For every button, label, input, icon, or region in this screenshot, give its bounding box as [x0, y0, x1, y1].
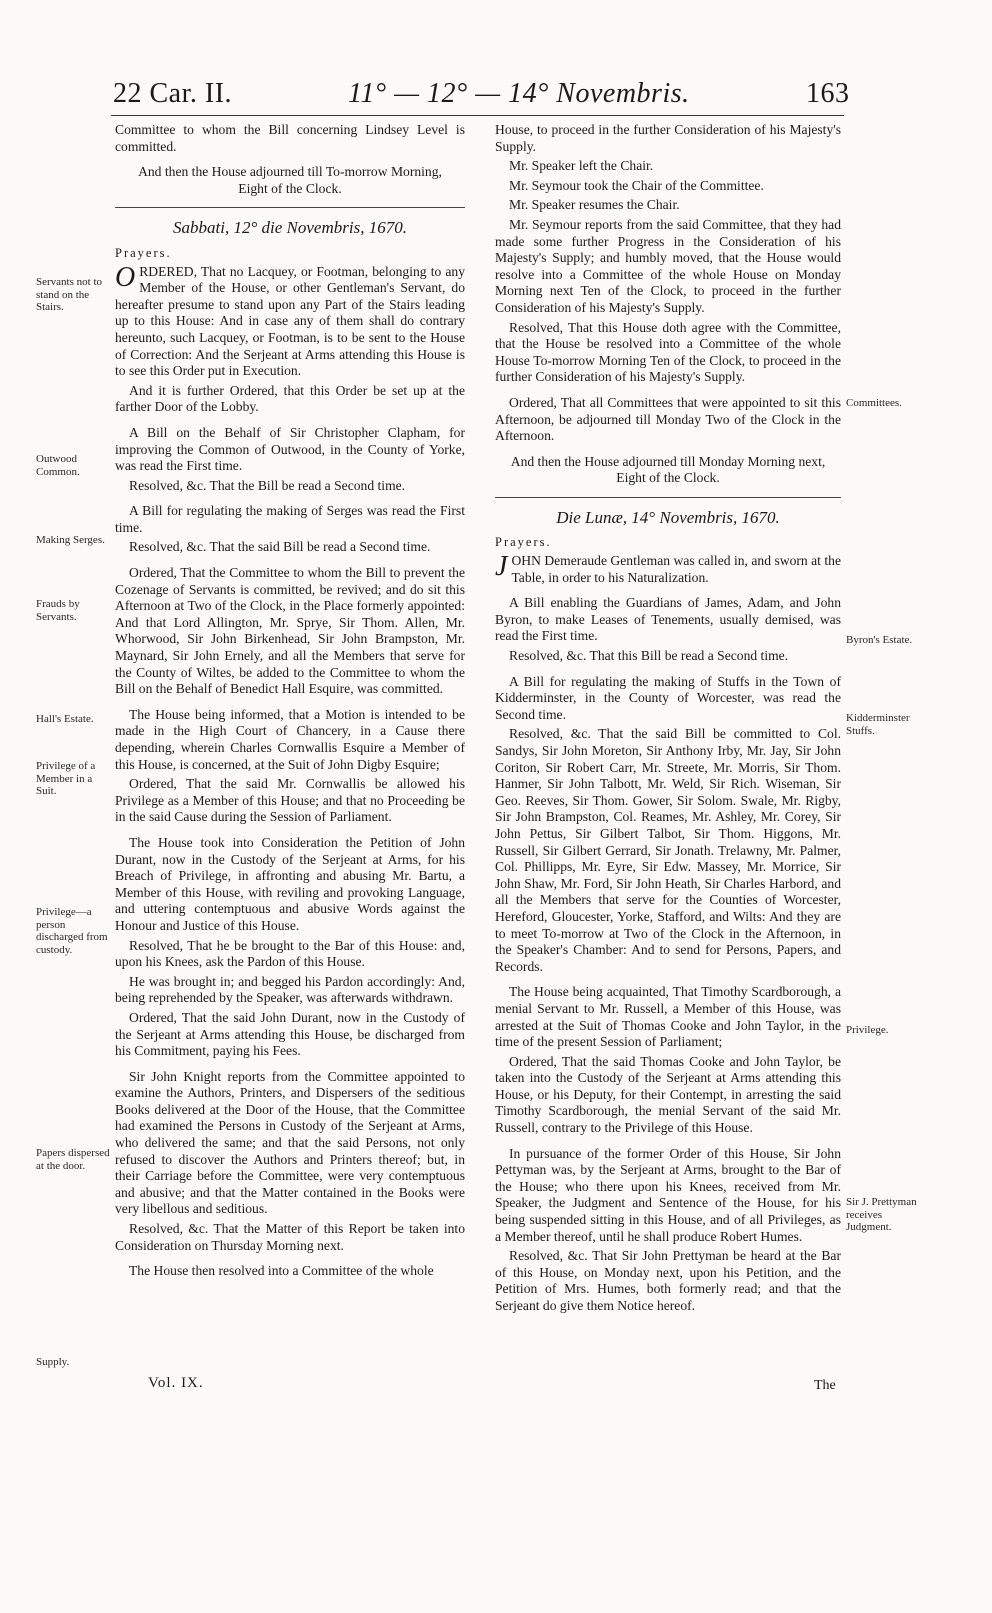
- header-rule: [111, 115, 844, 116]
- paragraph: He was brought in; and begged his Pardon accordingly: And, being reprehended by the Speaker, was afterwards withdrawn.: [115, 973, 465, 1006]
- margin-note: Privilege.: [846, 1024, 889, 1036]
- order-servants: ORDERED, That no Lacquey, or Footman, belonging to any Member of the House, or other Gentleman's Servant, do hereafter presume to stand upon any Part of the Stairs leading up to this House: And in case any of them shall do contrary hereunto, such Lacquey, or Footman, is to be sent to the House of Correction: And the Serjeant at Arms attending this House is to see this Order put in Execution.: [115, 261, 465, 379]
- scardborough-arrest: The House being acquainted, That Timothy Scardborough, a menial Servant to Mr. Russell, a Member of this House, was arrested at the Suit of Thomas Cooke and John Taylor, in the time of the present Session of Parliament;: [495, 984, 841, 1050]
- resolution: Resolved, &c. That the said Bill be committed to Col. Sandys, Sir John Moreton, Sir Anthony Irby, Mr. Jay, Sir John Coriton, Sir Robert Carr, Mr. Streete, Mr. Morris, Sir Thom. Hanmer, Sir John Talbott, Mr. Weld, Sir Rich. Wiseman, Sir Geo. Reeves, Sir Thom. Gower, Sir Solom. Swale, Mr. Rigby, Sir John Brampston, Col. Reames, Mr. Ashley, Mr. Corey, Sir John Pettus, Sir Gilbert Talbot, Sir Thom. Higgons, Mr. Russell, Sir Gilbert Gerrard, Sir Jonath. Trelawny, Mr. Palmer, Col. Phillipps, Mr. Eyre, Sir Edw. Massey, Mr. Morrice, Sir John Shaw, Mr. Ford, Sir John Heath, Sir Charles Harbord, and all the Members that serve for the Counties of Worcester, Hereford, Gloucester, Yorke, Stafford, and Wilts: And they are to meet To-morrow at Two of the Clock in the Afternoon, in the Speaker's Chamber: And to send for Persons, Papers, and Records.: [495, 726, 841, 974]
- supply-paragraph: The House then resolved into a Committee of the whole: [129, 1263, 434, 1279]
- margin-note: Kidderminster Stuffs.: [846, 712, 910, 737]
- paragraph: Mr. Seymour took the Chair of the Committee.: [509, 177, 764, 193]
- privilege-motion: The House being informed, that a Motion is intended to be made in the High Court of Chancery, in a Cause there depending, wherein Charles Cornwallis Esquire a Member of this House, is concerned, at the Suit of John Digby Esquire;: [115, 706, 465, 772]
- left-column: [115, 122, 465, 1283]
- drop-cap: J: [495, 551, 508, 583]
- bill-byron: A Bill enabling the Guardians of James, Adam, and John Byron, to make Leases of Tenements, usually demised, was read the First time.: [495, 595, 841, 644]
- margin-note: Outwood Common.: [36, 453, 80, 478]
- margin-note: Frauds by Servants.: [36, 598, 80, 623]
- margin-note: Papers dispersed at the door.: [36, 1147, 110, 1172]
- paragraph: Mr. Seymour reports from the said Committee, that they had made some further Progress in the Consideration of his Majesty's Supply; and humbly moved, that the House would resolve into a Committee of the whole House on Monday Morning next Ten of the Clock, to proceed in the further Consideration of his Majesty's Supply.: [495, 216, 841, 315]
- knight-report: Sir John Knight reports from the Committee appointed to examine the Authors, Printers, and Dispersers of the seditious Books delivered at the Door of the House, that the Committee had examined the Persons in Custody of the Serjeant at Arms, who delivered the same; and that the said Persons, not only refused to discover the Authors and Printers thereof; but, in their Carriage before the Committee, were very contemptuous and abusive; and that the Matter contained in the Books were very libellous and seditious.: [115, 1068, 465, 1217]
- margin-note: Hall's Estate.: [36, 713, 94, 725]
- header-regnal-year: 22 Car. II.: [113, 78, 233, 109]
- divider: [115, 207, 465, 208]
- order: Ordered, That the said Thomas Cooke and John Taylor, be taken into the Custody of the Serjeant at Arms attending this House, or his Deputy, for their Contempt, in arresting the said Timothy Scardborough, the menial Servant of the said Mr. Russell, contrary to the Privilege of this House.: [495, 1053, 841, 1136]
- page-number: 163: [806, 78, 850, 109]
- resolution: Resolved, &c. That the said Bill be read a Second time.: [129, 539, 431, 555]
- margin-note: Privilege—a person discharged from custody.: [36, 906, 108, 956]
- page-header: [0, 78, 992, 114]
- prettyman-judgment: In pursuance of the former Order of this House, Sir John Pettyman was, by the Serjeant at Arms, brought to the Bar of the House; who there upon his Knees, received from Mr. Speaker, the Judgment and Sentence of the House, for his being suspended sitting in this House, and of all Privileges, as a Member thereof, until he shall produce Robert Humes.: [495, 1145, 841, 1244]
- bill-kidderminster: A Bill for regulating the making of Stuffs in the Town of Kidderminster, in the County of Worcester, was read the Second time.: [495, 673, 841, 722]
- margin-note: Privilege of a Member in a Suit.: [36, 760, 96, 797]
- prayers-heading: Prayers.: [495, 535, 552, 550]
- date-heading: Die Lunæ, 14° Novembris, 1670.: [556, 507, 780, 527]
- demeraude-naturalization: JOHN Demeraude Gentleman was called in, and sworn at the Table, in order to his Naturalization.: [495, 551, 841, 585]
- margin-note: Supply.: [36, 1356, 70, 1368]
- catchword: The: [814, 1378, 836, 1393]
- resolution: Resolved, That he be brought to the Bar of this House: and, upon his Knees, ask the Pardon of this House.: [115, 937, 465, 970]
- divider: [495, 497, 841, 498]
- header-dates: 11° — 12° — 14° Novembris.: [348, 78, 690, 109]
- order-committees: Ordered, That all Committees that were appointed to sit this Afternoon, be adjourned till Monday Two of the Clock in the Afternoon.: [495, 394, 841, 444]
- adjournment: And then the House adjourned till To-morrow Morning, Eight of the Clock.: [138, 164, 442, 196]
- prayers-heading: Prayers.: [115, 245, 172, 260]
- margin-note: Committees.: [846, 397, 902, 409]
- resolution: Resolved, That this House doth agree with the Committee, that the House be resolved into a Committee of the whole House To-morrow Morning Ten of the Clock, to proceed in the further Consideration of his Majesty's Supply.: [495, 319, 841, 385]
- drop-cap: O: [115, 261, 136, 293]
- right-column: [495, 122, 841, 1318]
- date-heading: Sabbati, 12° die Novembris, 1670.: [173, 218, 407, 238]
- paragraph: Mr. Speaker resumes the Chair.: [509, 197, 680, 213]
- volume-signature: Vol. IX.: [148, 1375, 204, 1391]
- paragraph: And it is further Ordered, that this Order be set up at the farther Door of the Lobby.: [115, 382, 465, 415]
- paragraph: Mr. Speaker left the Chair.: [509, 158, 654, 174]
- resolution: Resolved, &c. That the Bill be read a Second time.: [129, 477, 406, 493]
- margin-note: Servants not to stand on the Stairs.: [36, 276, 102, 313]
- margin-note: Sir J. Prettyman receives Judgment.: [846, 1196, 917, 1233]
- margin-note: Byron's Estate.: [846, 634, 913, 646]
- margin-note: Making Serges.: [36, 534, 105, 546]
- resolution: Resolved, &c. That the Matter of this Report be taken into Consideration on Thursday Morning next.: [115, 1221, 465, 1253]
- order: Ordered, That the said John Durant, now in the Custody of the Serjeant at Arms attending this House, be discharged from his Commitment, paying his Fees.: [115, 1009, 465, 1059]
- adjournment: And then the House adjourned till Monday Morning next, Eight of the Clock.: [510, 453, 826, 486]
- bill-outwood: A Bill on the Behalf of Sir Christopher Clapham, for improving the Common of Outwood, in the County of Yorke, was read the First time.: [115, 424, 465, 474]
- order-frauds: Ordered, That the Committee to whom the Bill to prevent the Cozenage of Servants is committed, be revived; and do sit this Afternoon at Two of the Clock, in the Place formerly appointed: And that Lord Allington, Mr. Sprye, Sir Thom. Allen, Mr. Whorwood, Sir John Birkenhead, Sir John Brampston, Mr. Maynard, Sir John Ernely, and all the Members that serve for the County of Wiltes, be added to the Committee to whom the Bill on the Behalf of Benedict Hall Esquire, was committed.: [115, 565, 465, 697]
- paragraph: House, to proceed in the further Consideration of his Majesty's Supply.: [495, 122, 841, 154]
- resolution: Resolved, &c. That this Bill be read a Second time.: [509, 648, 789, 664]
- bill-serges: A Bill for regulating the making of Serges was read the First time.: [115, 503, 465, 535]
- resolution: Resolved, &c. That Sir John Prettyman be heard at the Bar of this House, on Monday next, upon his Petition, and the Petition of Mrs. Humes, both formerly read; and that the Serjeant do give them Notice hereof.: [495, 1248, 841, 1313]
- paragraph: Committee to whom the Bill concerning Lindsey Level is committed.: [115, 122, 465, 154]
- durant-petition: The House took into Consideration the Petition of John Durant, now in the Custody of the Serjeant at Arms, for his Breach of Privilege, in affronting and abusing Mr. Bartu, a Member of this House, with reviling and provoking Language, and uttering contemptuous and abusive Words against the Honour and Justice of this House.: [115, 834, 465, 933]
- order: Ordered, That the said Mr. Cornwallis be allowed his Privilege as a Member of this House; and that no Proceeding be in the said Cause during the Session of Parliament.: [115, 776, 465, 825]
